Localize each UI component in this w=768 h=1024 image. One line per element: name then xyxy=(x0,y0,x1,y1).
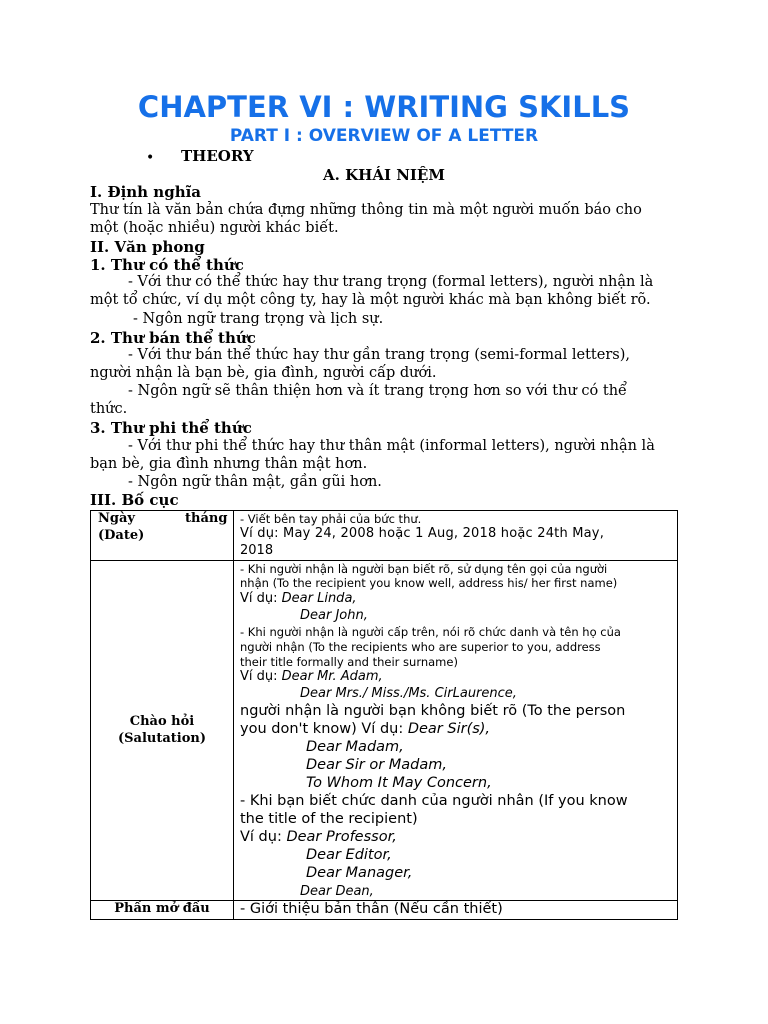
bullet-marker: • xyxy=(146,150,155,166)
part-title: PART I : OVERVIEW OF A LETTER xyxy=(229,126,539,146)
salutation-line-11: you don't know) Ví dụ: Dear Sir(s), xyxy=(240,721,491,737)
example-dear-sirs: Dear Sir(s), xyxy=(407,721,491,737)
theory-heading: THEORY xyxy=(181,147,254,165)
salutation-line-19: Dear Manager, xyxy=(306,865,413,881)
informal-line-1: - Với thư phi thể thức hay thư thân mật (informal letters), người nhận là xyxy=(128,438,655,454)
opening-label: Phần mở đầu xyxy=(114,901,210,916)
date-label-word-2: tháng xyxy=(185,511,228,526)
formal-heading: 1. Thư có thể thức xyxy=(90,256,244,274)
date-label-word-1: Ngày xyxy=(98,511,135,526)
layout-heading: III. Bố cục xyxy=(90,491,179,509)
date-line-2: Ví dụ: May 24, 2008 hoặc 1 Aug, 2018 hoặc 24th May, xyxy=(240,526,605,541)
example-dear-linda: Dear Linda, xyxy=(281,591,357,606)
semi-formal-line-4: thức. xyxy=(90,401,128,417)
salutation-line-13: Dear Sir or Madam, xyxy=(306,757,448,773)
salutation-line-10: người nhận là người bạn không biết rõ (To the person xyxy=(240,703,626,719)
salutation-line-18: Dear Editor, xyxy=(306,847,392,863)
example-dear-mr-adam: Dear Mr. Adam, xyxy=(281,669,383,684)
formal-line-3: - Ngôn ngữ trang trọng và lịch sự. xyxy=(133,311,384,327)
salutation-line-4: Dear John, xyxy=(300,608,368,623)
salutation-line-7: their title formally and their surname) xyxy=(240,655,458,669)
formal-line-1: - Với thư có thể thức hay thư trang trọng (formal letters), người nhận là xyxy=(128,274,654,290)
informal-line-3: - Ngôn ngữ thân mật, gần gũi hơn. xyxy=(128,474,382,490)
semi-formal-heading: 2. Thư bán thể thức xyxy=(90,329,256,347)
informal-heading: 3. Thư phi thể thức xyxy=(90,419,252,437)
informal-line-2: bạn bè, gia đình nhưng thân mật hơn. xyxy=(90,456,368,472)
definition-line-1: Thư tín là văn bản chứa đựng những thông tin mà một người muốn báo cho xyxy=(90,202,642,218)
definition-line-2: một (hoặc nhiều) người khác biết. xyxy=(90,220,339,236)
opening-line-1: - Giới thiệu bản thân (Nếu cần thiết) xyxy=(240,901,503,917)
salutation-line-8: Ví dụ: Dear Mr. Adam, xyxy=(240,669,383,684)
definition-heading: I. Định nghĩa xyxy=(90,183,202,201)
salutation-line-2: nhận (To the recipient you know well, address his/ her first name) xyxy=(240,576,618,590)
salutation-line-20: Dear Dean, xyxy=(300,884,374,899)
semi-formal-line-3: - Ngôn ngữ sẽ thân thiện hơn và ít trang trọng hơn so với thư có thể xyxy=(128,383,627,399)
date-line-3: 2018 xyxy=(240,543,274,558)
semi-formal-line-1: - Với thư bán thể thức hay thư gần trang trọng (semi-formal letters), xyxy=(128,347,630,363)
section-a-heading: A. KHÁI NIỆM xyxy=(323,166,445,184)
salutation-label-vi: Chào hỏi xyxy=(129,714,195,729)
letter-layout-table xyxy=(90,510,678,920)
salutation-line-6: người nhận (To the recipients who are superior to you, address xyxy=(240,640,601,654)
salutation-line-1: - Khi người nhận là người bạn biết rõ, sử dụng tên gọi của người xyxy=(240,562,608,576)
salutation-line-3: Ví dụ: Dear Linda, xyxy=(240,591,357,606)
date-line-1: - Viết bên tay phải của bức thư. xyxy=(240,512,422,526)
date-label-en: (Date) xyxy=(98,528,145,543)
formal-line-2: một tổ chức, ví dụ một công ty, hay là một người khác mà bạn không biết rõ. xyxy=(90,292,651,308)
style-heading: II. Văn phong xyxy=(90,238,205,256)
salutation-line-12: Dear Madam, xyxy=(306,739,404,755)
salutation-line-14: To Whom It May Concern, xyxy=(306,775,492,791)
salutation-label-en: (Salutation) xyxy=(118,731,206,746)
salutation-line-9: Dear Mrs./ Miss./Ms. CirLaurence, xyxy=(300,686,517,701)
salutation-line-5: - Khi người nhận là người cấp trên, nói rõ chức danh và tên họ của xyxy=(240,625,621,639)
example-dear-professor: Dear Professor, xyxy=(286,829,397,845)
salutation-line-17: Ví dụ: Dear Professor, xyxy=(240,829,397,845)
salutation-line-16: the title of the recipient) xyxy=(240,811,418,827)
chapter-title: CHAPTER VI : WRITING SKILLS xyxy=(137,90,631,124)
salutation-line-15: - Khi bạn biết chức danh của người nhân (If you know xyxy=(240,793,628,809)
semi-formal-line-2: người nhận là bạn bè, gia đình, người cấp dưới. xyxy=(90,365,437,381)
